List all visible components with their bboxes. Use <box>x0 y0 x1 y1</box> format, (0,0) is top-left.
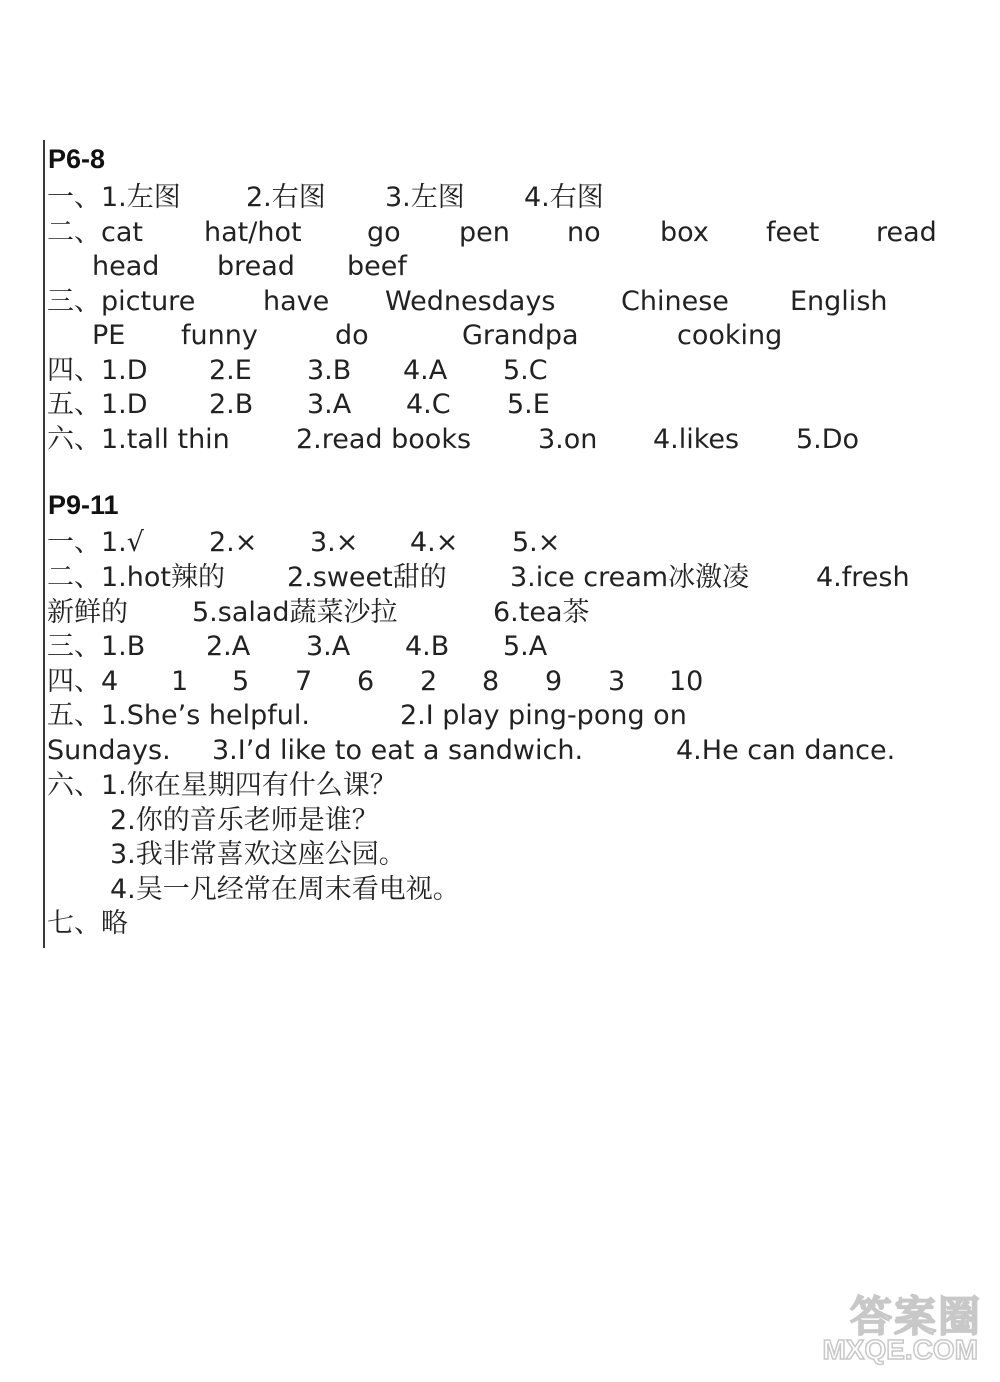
answer-item: 3.× <box>310 527 359 558</box>
answer-item: Grandpa <box>462 320 579 351</box>
answer-item: 4.× <box>410 527 459 558</box>
answer-item: 3.on <box>538 424 598 455</box>
answer-item: 10 <box>669 666 704 697</box>
answer-item: 三、1.B <box>47 631 146 662</box>
answer-item: 2 <box>420 666 438 697</box>
answer-item: 5.Do <box>796 424 860 455</box>
answer-item: 4.He can dance. <box>676 735 896 766</box>
answer-item: cooking <box>677 320 783 351</box>
answer-item: bread <box>217 251 295 282</box>
answer-item: 4.fresh <box>816 562 910 593</box>
answer-item: 2.sweet甜的 <box>287 562 447 593</box>
answer-item: 3.A <box>307 389 352 420</box>
answer-item: Sundays. <box>47 735 171 766</box>
answer-item: feet <box>766 217 820 248</box>
answer-item: have <box>263 286 330 317</box>
answer-item: 一、1.左图 <box>47 182 181 213</box>
answer-item: pen <box>459 217 510 248</box>
answer-item: PE <box>92 320 126 351</box>
answer-item: 3.我非常喜欢这座公园。 <box>110 839 406 870</box>
answer-item: 2.I play ping-pong on <box>400 700 687 731</box>
answer-item: 7 <box>295 666 313 697</box>
answer-item: English <box>790 286 888 317</box>
answer-item: 二、1.hot辣的 <box>47 562 225 593</box>
answer-item: 5 <box>232 666 250 697</box>
answer-item: 4.likes <box>653 424 740 455</box>
answer-item: 六、1.tall thin <box>47 424 230 455</box>
answer-item: 2.A <box>206 631 251 662</box>
answer-item: 2.B <box>209 389 254 420</box>
answer-item: 六、1.你在星期四有什么课？ <box>47 770 397 801</box>
answer-item: 七、略 <box>47 908 128 939</box>
answer-item: 5.× <box>512 527 561 558</box>
answer-item: Wednesdays <box>385 286 556 317</box>
answer-item: 1 <box>171 666 189 697</box>
answer-item: 4.吴一凡经常在周末看电视。 <box>110 874 460 905</box>
answer-item: 6 <box>357 666 375 697</box>
answer-item: 2.右图 <box>246 182 326 213</box>
answer-item: 3.A <box>306 631 351 662</box>
answer-item: 三、picture <box>47 286 196 317</box>
answer-item: 6.tea茶 <box>493 597 590 628</box>
answer-item: no <box>567 217 601 248</box>
answer-item: 5.C <box>503 355 548 386</box>
answer-item: 4.右图 <box>524 182 604 213</box>
answer-item: 五、1.D <box>47 389 148 420</box>
answer-item: 4.C <box>406 389 451 420</box>
answer-item: 8 <box>482 666 500 697</box>
answer-item: 四、4 <box>47 666 119 697</box>
answer-item: 3 <box>608 666 626 697</box>
section-title: P6-8 <box>48 144 106 174</box>
answer-item: hat/hot <box>204 217 302 248</box>
answer-item: 2.× <box>209 527 258 558</box>
answer-item: 新鲜的 <box>47 597 128 628</box>
answer-item: read <box>876 217 937 248</box>
answer-item: 五、1.She’s helpful. <box>47 700 310 731</box>
answer-item: 二、cat <box>47 217 143 248</box>
answer-item: 9 <box>545 666 563 697</box>
watermark <box>802 1284 982 1370</box>
answer-item: box <box>660 217 709 248</box>
answer-item: 3.I’d like to eat a sandwich. <box>212 735 584 766</box>
left-margin-line <box>43 140 45 948</box>
answer-item: 2.你的音乐老师是谁？ <box>110 805 379 836</box>
answer-item: funny <box>181 320 258 351</box>
answer-item: head <box>92 251 160 282</box>
answer-item: 3.左图 <box>385 182 465 213</box>
section-title: P9-11 <box>48 490 119 520</box>
answer-item: go <box>367 217 401 248</box>
answer-item: 2.read books <box>296 424 472 455</box>
answer-item: 3.ice cream冰激凌 <box>510 562 750 593</box>
answer-item: 3.B <box>307 355 352 386</box>
answer-item: Chinese <box>621 286 729 317</box>
answer-item: beef <box>347 251 407 282</box>
watermark-en: MXQE.COM <box>822 1334 978 1365</box>
answer-item: 4.A <box>403 355 448 386</box>
answer-item: 2.E <box>209 355 252 386</box>
answer-item: 四、1.D <box>47 355 148 386</box>
answer-item: do <box>335 320 369 351</box>
watermark-cn: 答案圈 <box>849 1292 982 1341</box>
answer-item: 5.salad蔬菜沙拉 <box>192 597 398 628</box>
answer-item: 5.E <box>507 389 550 420</box>
answer-item: 4.B <box>405 631 450 662</box>
answer-item: 一、1.√ <box>47 527 144 558</box>
answer-item: 5.A <box>503 631 548 662</box>
